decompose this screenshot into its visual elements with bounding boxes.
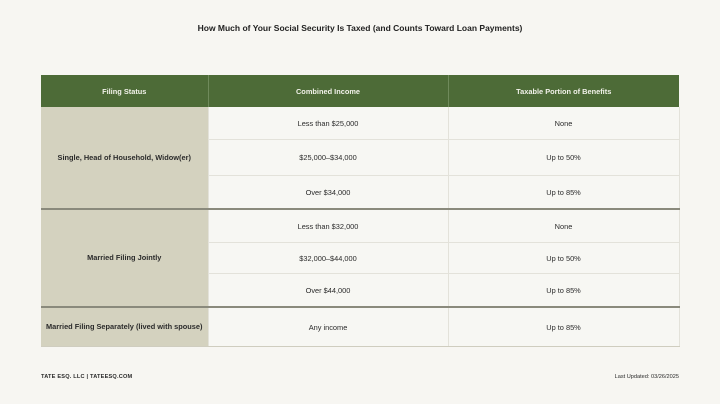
taxable-portion-cell: Up to 85% xyxy=(448,307,679,347)
table-row xyxy=(41,307,679,347)
combined-income-cell: $32,000–$44,000 xyxy=(208,243,448,274)
taxable-portion-cell: Up to 85% xyxy=(448,176,679,210)
combined-income-cell: Any income xyxy=(208,307,448,347)
combined-income-cell: Over $34,000 xyxy=(208,176,448,210)
filing-status-cell: Single, Head of Household, Widow(er) xyxy=(41,107,208,209)
social-security-tax-table xyxy=(41,75,680,347)
filing-status-cell: Married Filing Jointly xyxy=(41,209,208,307)
page-title: How Much of Your Social Security Is Taxed (and Counts Toward Loan Payments) xyxy=(197,23,523,33)
combined-income-cell: Over $44,000 xyxy=(208,274,448,308)
header-filing-status: Filing Status xyxy=(41,75,208,107)
filing-status-cell: Married Filing Separately (lived with spouse) xyxy=(41,307,208,347)
table-header-row xyxy=(41,75,679,107)
taxable-portion-cell: None xyxy=(448,107,679,140)
taxable-portion-cell: None xyxy=(448,209,679,243)
table-row xyxy=(41,209,679,243)
combined-income-cell: $25,000–$34,000 xyxy=(208,140,448,176)
footer-brand: TATE ESQ. LLC | TATEESQ.COM xyxy=(41,374,133,380)
footer-last-updated: Last Updated: 03/26/2025 xyxy=(614,374,679,380)
combined-income-cell: Less than $25,000 xyxy=(208,107,448,140)
combined-income-cell: Less than $32,000 xyxy=(208,209,448,243)
taxable-portion-cell: Up to 50% xyxy=(448,243,679,274)
header-combined-income: Combined Income xyxy=(208,75,448,107)
taxable-portion-cell: Up to 85% xyxy=(448,274,679,308)
table-row xyxy=(41,107,679,140)
header-taxable-portion: Taxable Portion of Benefits xyxy=(448,75,679,107)
taxable-portion-cell: Up to 50% xyxy=(448,140,679,176)
